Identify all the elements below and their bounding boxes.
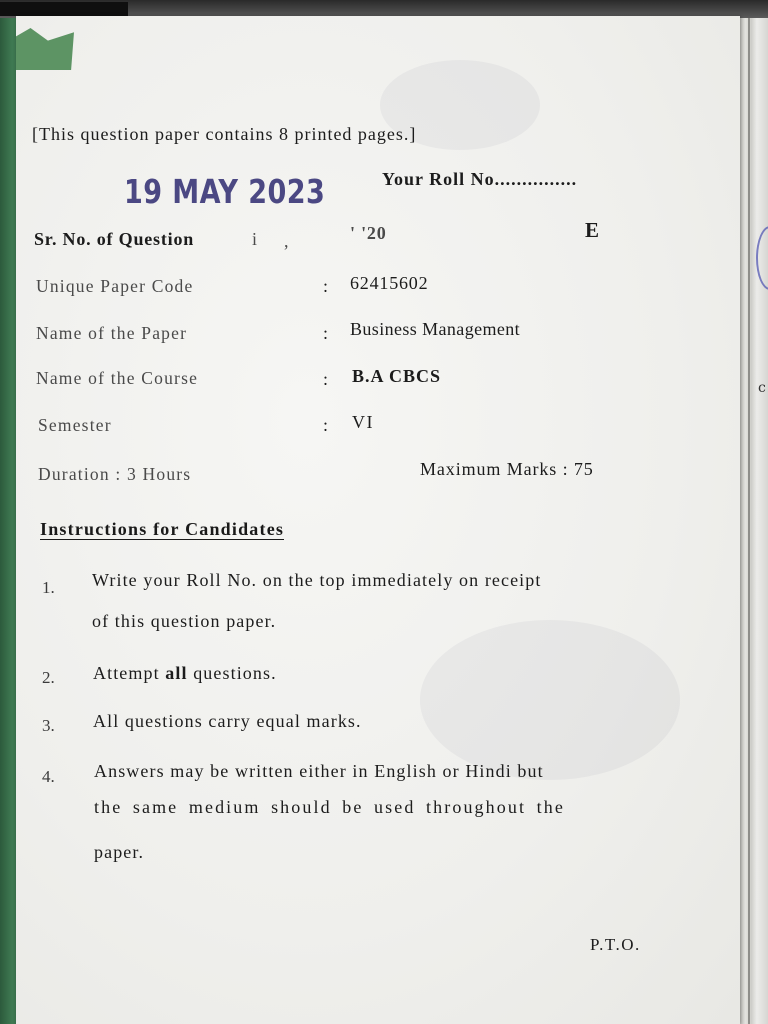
semester-separator: : <box>323 415 329 435</box>
instruction-4-line-3: paper. <box>94 842 145 862</box>
edge-letter: c <box>758 380 766 396</box>
instructions-heading: Instructions for Candidates <box>40 519 285 539</box>
paper-name-separator: : <box>323 323 329 343</box>
serial-fragment: , <box>284 231 290 251</box>
please-turn-over: P.T.O. <box>590 935 641 954</box>
paper-code-label: Unique Paper Code <box>36 276 194 296</box>
paper-name-label: Name of the Paper <box>36 323 188 343</box>
paper-set-letter: E <box>585 218 600 242</box>
instruction-number: 3. <box>42 716 55 735</box>
serial-number-value: ' '20 <box>350 223 387 243</box>
serial-fragment: i <box>252 229 258 249</box>
pages-note: [This question paper contains 8 printed pages.] <box>32 124 417 144</box>
paper-code-separator: : <box>323 276 329 296</box>
instruction-number: 1. <box>42 578 55 597</box>
instruction-2-post: questions. <box>187 663 277 683</box>
instruction-number: 4. <box>42 767 55 786</box>
course-name-label: Name of the Course <box>36 368 199 388</box>
instruction-2-emphasis: all <box>165 663 188 683</box>
stacked-pages-edge <box>740 18 768 1024</box>
semester-label: Semester <box>38 415 112 435</box>
duration: Duration : 3 Hours <box>38 464 192 484</box>
instruction-1-line-2: of this question paper. <box>92 611 277 631</box>
scanner-top-shadow <box>0 2 128 16</box>
page-edge-line <box>748 18 750 1024</box>
instruction-1-line-1: Write your Roll No. on the top immediately on receipt <box>92 570 542 590</box>
instruction-2-pre: Attempt <box>93 663 166 683</box>
bleed-through <box>420 620 680 780</box>
instruction-4-line-2: the same medium should be used throughout the <box>94 797 565 817</box>
instruction-number: 2. <box>42 668 55 687</box>
instruction-2 <box>93 664 277 682</box>
course-name-separator: : <box>323 369 329 389</box>
maximum-marks: Maximum Marks : 75 <box>420 459 594 479</box>
paper-name-value: Business Management <box>350 319 521 339</box>
date-stamp: 19 MAY 2023 <box>124 172 326 211</box>
roll-number-field: Your Roll No............... <box>382 169 578 189</box>
paper-code-value: 62415602 <box>350 273 429 293</box>
course-name-value: B.A CBCS <box>352 366 442 386</box>
semester-value: VI <box>352 412 374 432</box>
instruction-3-line-1: All questions carry equal marks. <box>93 711 362 731</box>
serial-number-label: Sr. No. of Question <box>34 229 195 249</box>
instruction-4-line-1: Answers may be written either in English or Hindi but <box>94 761 544 781</box>
